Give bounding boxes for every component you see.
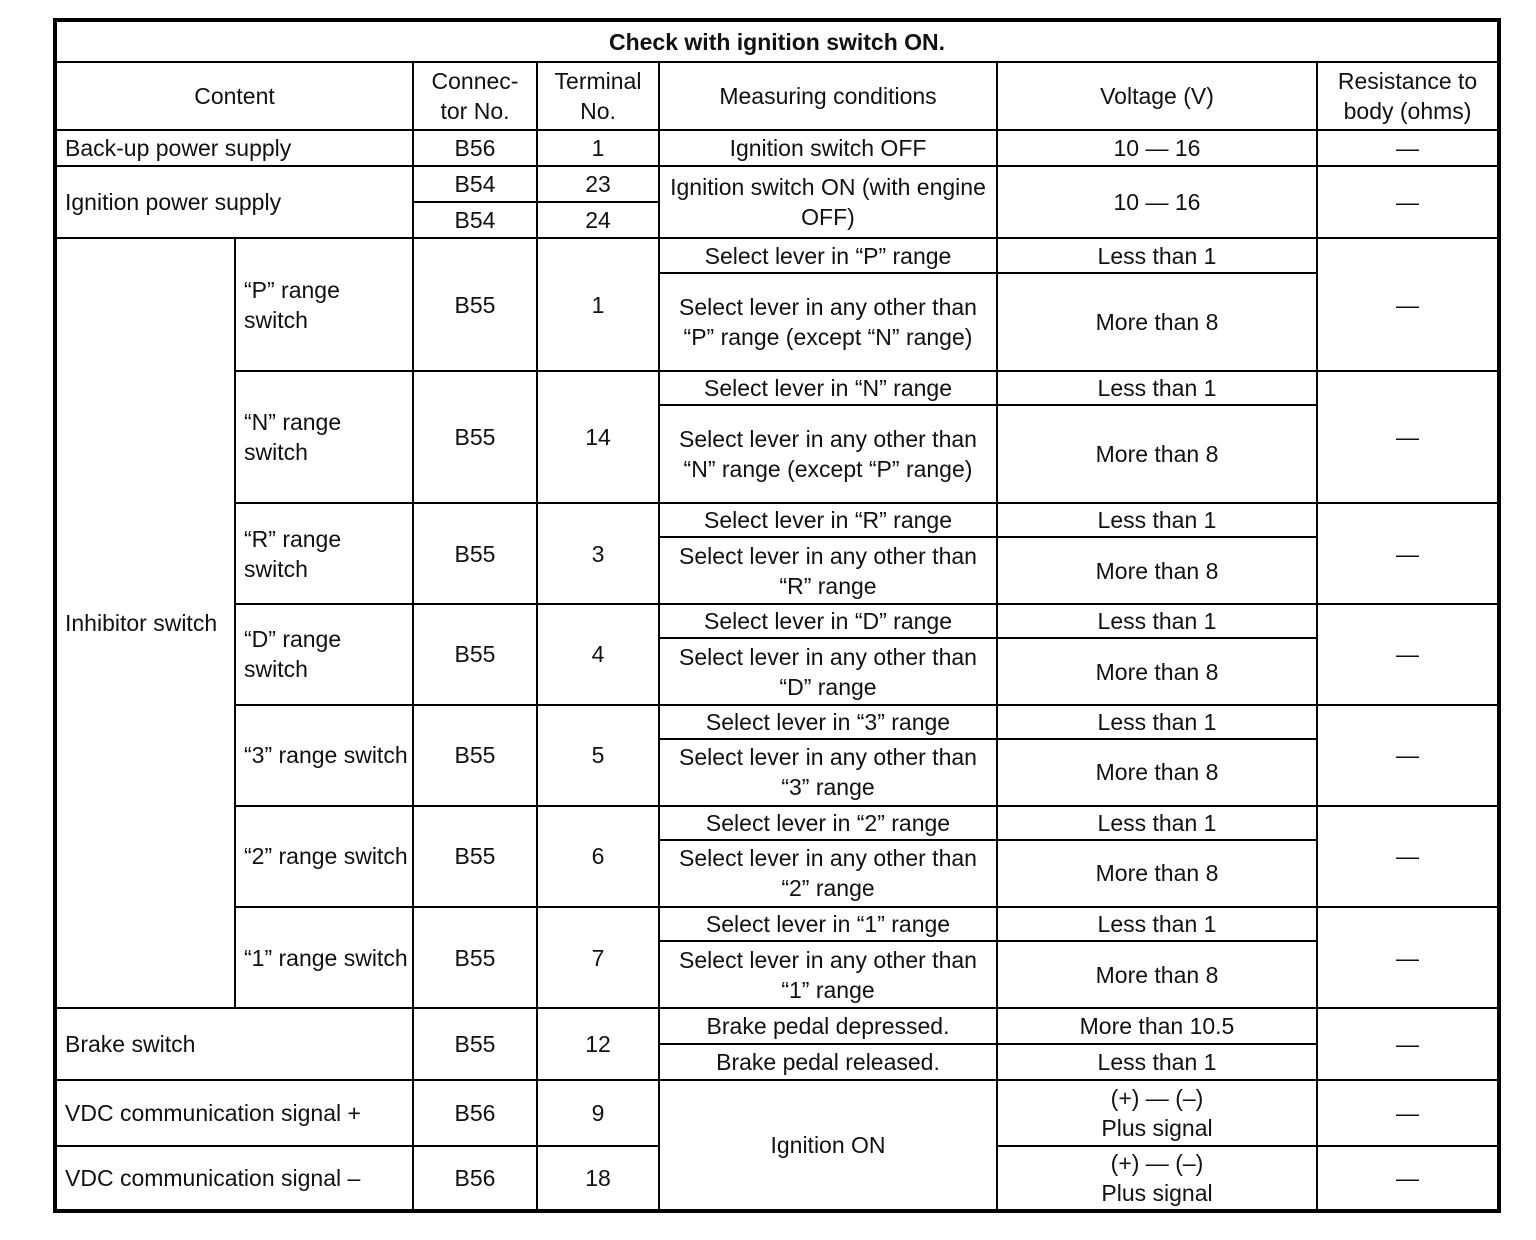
- terminal-cell: 6: [537, 806, 659, 907]
- terminal-cell: 14: [537, 371, 659, 503]
- terminal-cell: 3: [537, 503, 659, 604]
- voltage-cell: More than 8: [997, 941, 1317, 1008]
- condition-cell: Select lever in any other than “1” range: [659, 941, 997, 1008]
- voltage-cell: More than 8: [997, 638, 1317, 704]
- connector-cell: B55: [413, 503, 537, 604]
- condition-cell: Select lever in “N” range: [659, 371, 997, 405]
- voltage-cell: [997, 1146, 1317, 1211]
- condition-cell: Select lever in “D” range: [659, 604, 997, 638]
- table-row: [55, 907, 1499, 941]
- table-row: [55, 1008, 1499, 1044]
- connector-cell: B55: [413, 806, 537, 907]
- resistance-cell: —: [1317, 130, 1499, 166]
- resistance-cell: —: [1317, 1008, 1499, 1080]
- connector-cell: B54: [413, 202, 537, 238]
- header-voltage: Voltage (V): [997, 62, 1317, 130]
- inhibitor-switch-label: Inhibitor switch: [55, 238, 235, 1008]
- header-terminal: Terminal No.: [537, 62, 659, 130]
- table-row: [55, 503, 1499, 537]
- terminal-cell: 4: [537, 604, 659, 704]
- condition-cell: Select lever in any other than “2” range: [659, 840, 997, 907]
- table-row: [55, 130, 1499, 166]
- connector-cell: B54: [413, 166, 537, 202]
- condition-cell: Select lever in “3” range: [659, 705, 997, 739]
- range-name-cell: “P” range switch: [235, 238, 413, 370]
- table-row: [55, 806, 1499, 840]
- voltage-cell: Less than 1: [997, 705, 1317, 739]
- range-name-cell: “N” range switch: [235, 371, 413, 503]
- voltage-cell: 10 — 16: [997, 166, 1317, 238]
- resistance-cell: —: [1317, 238, 1499, 370]
- table-row: [55, 371, 1499, 405]
- voltage-cell: Less than 1: [997, 238, 1317, 272]
- terminal-cell: 23: [537, 166, 659, 202]
- condition-cell: Brake pedal released.: [659, 1044, 997, 1080]
- resistance-cell: —: [1317, 604, 1499, 704]
- voltage-cell: Less than 1: [997, 1044, 1317, 1080]
- resistance-cell: —: [1317, 806, 1499, 907]
- connector-cell: B55: [413, 604, 537, 704]
- voltage-cell: More than 8: [997, 739, 1317, 806]
- content-cell: Ignition power supply: [55, 166, 413, 238]
- voltage-cell: Less than 1: [997, 806, 1317, 840]
- connector-cell: B56: [413, 1080, 537, 1145]
- table-row: [55, 166, 1499, 202]
- voltage-cell: More than 8: [997, 840, 1317, 907]
- condition-cell: Brake pedal depressed.: [659, 1008, 997, 1044]
- resistance-cell: —: [1317, 705, 1499, 806]
- connector-cell: B55: [413, 907, 537, 1008]
- condition-cell: Select lever in any other than “3” range: [659, 739, 997, 806]
- content-cell: Back-up power supply: [55, 130, 413, 166]
- voltage-line: Plus signal: [1101, 1179, 1213, 1206]
- condition-cell: Ignition switch OFF: [659, 130, 997, 166]
- resistance-cell: —: [1317, 503, 1499, 604]
- ignition-check-table: [53, 18, 1501, 1213]
- terminal-cell: 1: [537, 238, 659, 370]
- condition-cell: Select lever in “R” range: [659, 503, 997, 537]
- connector-cell: B55: [413, 238, 537, 370]
- connector-cell: B56: [413, 1146, 537, 1211]
- condition-cell: Select lever in “2” range: [659, 806, 997, 840]
- table-row: [55, 1080, 1499, 1145]
- terminal-cell: 1: [537, 130, 659, 166]
- header-resistance: Resistance to body (ohms): [1317, 62, 1499, 130]
- voltage-cell: More than 8: [997, 405, 1317, 503]
- voltage-line: (+) — (–): [1110, 1085, 1204, 1112]
- connector-cell: B55: [413, 1008, 537, 1080]
- range-name-cell: “1” range switch: [235, 907, 413, 1008]
- content-cell: Brake switch: [55, 1008, 413, 1080]
- terminal-cell: 12: [537, 1008, 659, 1080]
- range-name-cell: “2” range switch: [235, 806, 413, 907]
- content-cell: VDC communication signal –: [55, 1146, 413, 1211]
- voltage-cell: More than 8: [997, 273, 1317, 371]
- condition-cell: Select lever in “1” range: [659, 907, 997, 941]
- voltage-cell: 10 — 16: [997, 130, 1317, 166]
- table-row: [55, 604, 1499, 638]
- terminal-cell: 9: [537, 1080, 659, 1145]
- range-name-cell: “3” range switch: [235, 705, 413, 806]
- voltage-cell: Less than 1: [997, 907, 1317, 941]
- terminal-cell: 24: [537, 202, 659, 238]
- resistance-cell: —: [1317, 371, 1499, 503]
- table-row: [55, 705, 1499, 739]
- terminal-cell: 18: [537, 1146, 659, 1211]
- voltage-cell: More than 10.5: [997, 1008, 1317, 1044]
- resistance-cell: —: [1317, 1080, 1499, 1145]
- voltage-line: (+) — (–): [1110, 1149, 1204, 1176]
- voltage-cell: Less than 1: [997, 503, 1317, 537]
- condition-cell: Select lever in any other than “R” range: [659, 537, 997, 604]
- voltage-cell: Less than 1: [997, 371, 1317, 405]
- connector-cell: B56: [413, 130, 537, 166]
- voltage-line: Plus signal: [1101, 1115, 1213, 1142]
- content-cell: VDC communication signal +: [55, 1080, 413, 1145]
- terminal-cell: 7: [537, 907, 659, 1008]
- voltage-cell: Less than 1: [997, 604, 1317, 638]
- condition-cell: Select lever in any other than “P” range (except “N” range): [659, 273, 997, 371]
- connector-cell: B55: [413, 705, 537, 806]
- condition-cell: Select lever in any other than “N” range (except “P” range): [659, 405, 997, 503]
- range-name-cell: “R” range switch: [235, 503, 413, 604]
- range-name-cell: “D” range switch: [235, 604, 413, 704]
- voltage-cell: [997, 1080, 1317, 1145]
- header-connector: Connec- tor No.: [413, 62, 537, 130]
- connector-cell: B55: [413, 371, 537, 503]
- header-conditions: Measuring conditions: [659, 62, 997, 130]
- condition-cell: Ignition ON: [659, 1080, 997, 1211]
- table-title: Check with ignition switch ON.: [55, 20, 1499, 62]
- voltage-cell: More than 8: [997, 537, 1317, 604]
- table-row: [55, 238, 1499, 272]
- condition-cell: Select lever in any other than “D” range: [659, 638, 997, 704]
- resistance-cell: —: [1317, 907, 1499, 1008]
- resistance-cell: —: [1317, 1146, 1499, 1211]
- terminal-cell: 5: [537, 705, 659, 806]
- resistance-cell: —: [1317, 166, 1499, 238]
- condition-cell: Select lever in “P” range: [659, 238, 997, 272]
- header-content: Content: [55, 62, 413, 130]
- condition-cell: Ignition switch ON (with engine OFF): [659, 166, 997, 238]
